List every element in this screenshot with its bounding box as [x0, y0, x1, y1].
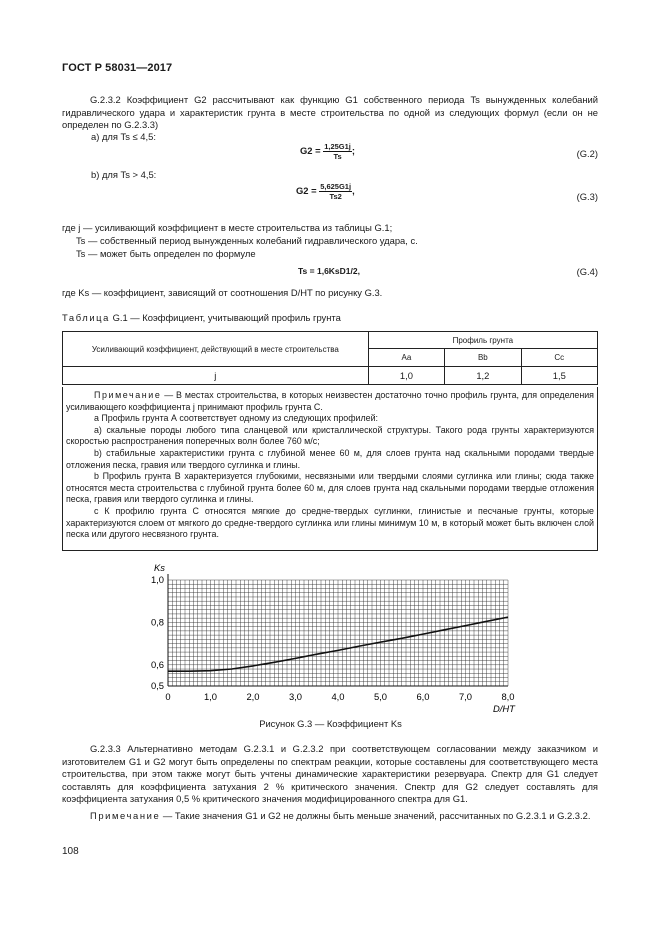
table-cell-b: 1,2: [445, 367, 521, 385]
x-tick-label: 6,0: [416, 691, 430, 702]
equation-number-g2: (G.2): [576, 148, 598, 159]
table-notes-box: [62, 387, 598, 551]
equation-g4: Ts = 1,6KsD1/2,: [298, 266, 360, 276]
eq1-denominator: Ts: [333, 152, 342, 161]
y-tick-label: 0,6: [150, 658, 164, 670]
table-header-a: Aa: [368, 349, 444, 367]
eq1-tail: ;: [351, 144, 356, 156]
table-header-b: Bb: [445, 349, 521, 367]
table-cell-c: 1,5: [521, 367, 597, 385]
eq1-fraction: [323, 142, 352, 161]
equation-g2: [300, 142, 355, 161]
case-b-label: b) для Ts > 4,5:: [91, 169, 157, 180]
chart-ks: [140, 558, 540, 718]
case-a-label: a) для Ts ≤ 4,5:: [91, 131, 156, 142]
equation-number-g4: (G.4): [576, 266, 598, 277]
y-tick-label: 0,5: [150, 680, 164, 691]
paragraph-g233: G.2.3.3 Альтернативно методам G.2.3.1 и G.2.3.2 при соответствующем согласовании между заказчиком и изготовителем G1 и G2 могут быть определены по спектрам реакции, которые составлены для соответствующего места строительства, при этом также могут быть учтены динамические характеристики резервуара. Спектр для G1 следует составлять для коэффициента затухания 2 % критического значения. Спектр для G2 следует составлять для коэффициента затухания 0,5 % критического значения модифицированного спектра для G1.: [62, 743, 598, 805]
table-group-header: Профиль грунта: [368, 332, 597, 349]
x-tick-label: 3,0: [288, 691, 303, 702]
y-tick-label: 1,0: [150, 574, 164, 585]
note-1: [66, 390, 594, 413]
chart-xlabel: D/HT: [493, 703, 515, 714]
chart-ticks: [151, 574, 515, 702]
y-tick-label: 0,8: [150, 616, 164, 628]
soil-profile-table: [62, 331, 598, 385]
note-2-label: Примечание: [90, 810, 161, 821]
footnote-a1: а) скальные породы любого типа сланцевой или кристаллической структуры. Такого рода грунты характеризуются скоростью распространения поперечных волн более 760 м/с;: [66, 424, 594, 447]
footnote-c: c К профилю грунта С относятся мягкие до средне-твердых суглинки, глинистые и песчаные грунты, которые характеризуются слоем от мягкого до средне-твердого суглинка или глины минимум 10 м, в который может быть включен слой песка или другого несвязного грунта.: [66, 505, 594, 540]
paragraph-g232: G.2.3.2 Коэффициент G2 рассчитывают как функцию G1 собственного периода Ts вынужденных колебаний гидравлического удара и характеристик грунта в месте строительства по одной из следующих формул (если он не определен по G.2.3.3): [62, 94, 598, 131]
x-tick-label: 5,0: [373, 691, 388, 702]
footnote-a: a Профиль грунта А соответствует одному из следующих профилей:: [94, 413, 378, 424]
where-ks: где Ks — коэффициент, зависящий от соотношения D/HT по рисунку G.3.: [62, 287, 383, 298]
table-caption-label: Таблица: [62, 312, 110, 323]
footnote-b: b Профиль грунта B характеризуется глубокими, несвязными или твердыми слоями суглинка или глины; сюда также относятся места строительства с глубиной грунта более 60 м, для слоев грунта над скальными породами твердые отложения песка, гравия или твердого суглинка и глины.: [66, 471, 594, 505]
table-cell-a: 1,0: [368, 367, 444, 385]
note-2-text: — Такие значения G1 и G2 не должны быть меньше значений, рассчитанных по G.2.3.1 и G.2.3.2.: [160, 810, 591, 821]
chart-title: Рисунок G.3 — Коэффициент Ks: [259, 718, 402, 729]
note-1-label: Примечание: [94, 390, 162, 400]
table-header-c: Cc: [521, 349, 597, 367]
page-number: 108: [62, 846, 79, 857]
x-tick-label: 1,0: [203, 691, 218, 702]
table-col-coefficient: Усиливающий коэффициент, действующий в месте строительства: [63, 332, 369, 367]
chart-ylabel: Ks: [154, 562, 165, 573]
x-tick-label: 0: [165, 691, 171, 702]
equation-number-g3: (G.3): [576, 191, 598, 202]
table-caption: [62, 312, 341, 325]
table-row-label: j: [63, 367, 369, 385]
footnote-a2: b) стабильные характеристики грунта с глубиной менее 60 м, для слоев грунта над скальными породами твердые отложения песка, гравия или твердого суглинка и глины.: [66, 447, 594, 470]
eq2-numerator: 5,625G1j: [320, 182, 352, 191]
note-1-text: — В местах строительства, в которых неизвестен достаточно точно профиль грунта, для определения усиливающего коэффициента j принимают профиль грунта С.: [66, 390, 594, 412]
eq1-lhs: G2 =: [300, 144, 321, 156]
where-ts-period: Ts — собственный период вынужденных колебаний гидравлического удара, с.: [76, 235, 418, 246]
eq2-tail: ,: [352, 184, 355, 196]
note-2: [62, 810, 598, 823]
equation-g3: [296, 182, 355, 201]
where-ts-formula: Ts — может быть определен по формуле: [76, 248, 256, 259]
x-tick-label: 7,0: [458, 691, 473, 702]
x-tick-label: 8,0: [501, 691, 515, 702]
eq2-lhs: G2 =: [296, 184, 317, 196]
where-j: где j — усиливающий коэффициент в месте строительства из таблицы G.1;: [62, 222, 393, 233]
document-header: ГОСТ Р 58031—2017: [62, 62, 173, 74]
x-tick-label: 4,0: [331, 691, 345, 702]
eq1-numerator: 1,25G1j: [324, 142, 351, 151]
x-tick-label: 2,0: [246, 691, 260, 702]
eq2-denominator: Ts2: [329, 192, 342, 201]
eq2-fraction: [319, 182, 352, 201]
table-caption-text: G.1 — Коэффициент, учитывающий профиль грунта: [112, 312, 341, 323]
